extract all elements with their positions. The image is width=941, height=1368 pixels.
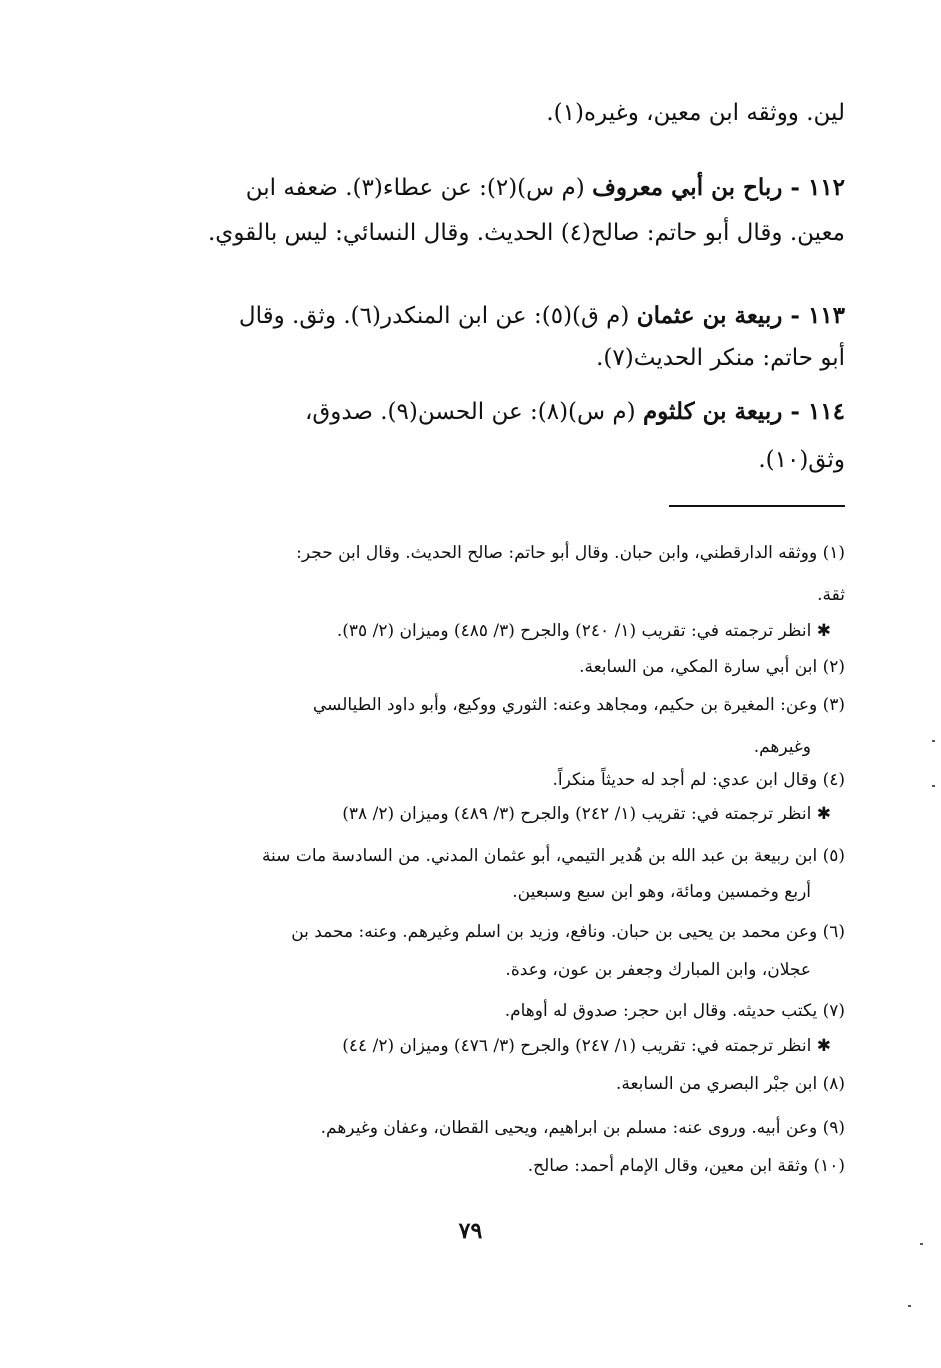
- footnote-7: (٧) يكتب حديثه. وقال ابن حجر: صدوق له أوهام.: [504, 1001, 845, 1021]
- footnote-1-line-1: (١) ووثقه الدارقطني، وابن حبان. وقال أبو حاتم: صالح الحديث. وقال ابن حجر:: [296, 543, 845, 563]
- narrator-name: ربيعة بن عثمان: [636, 302, 783, 329]
- entry-114-line-1: [305, 398, 845, 425]
- asterisk-icon: ✱: [816, 621, 831, 641]
- scan-speck: [920, 1243, 923, 1245]
- entry-number: ١١٢ -: [782, 174, 845, 201]
- footnote-separator: [669, 505, 845, 507]
- footnote-4-reference: ✱ انظر ترجمته في: تقريب (١/ ٢٤٢) والجرح (٣/ ٤٨٩) وميزان (٢/ ٣٨): [342, 804, 831, 824]
- footnote-7-reference: ✱ انظر ترجمته في: تقريب (١/ ٢٤٧) والجرح (٣/ ٤٧٦) وميزان (٢/ ٤٤): [342, 1036, 831, 1056]
- entry-114-line-2: وثق(١٠).: [758, 447, 845, 473]
- entry-text: (م ق)(٥): عن ابن المنكدر(٦). وثق. وقال: [238, 303, 637, 329]
- asterisk-icon: ✱: [816, 804, 831, 824]
- narrator-name: رباح بن أبي معروف: [592, 174, 783, 201]
- footnote-4: (٤) وقال ابن عدي: لم أجد له حديثاً منكراً.: [552, 770, 845, 790]
- asterisk-icon: ✱: [816, 1036, 831, 1056]
- entry-113-line-1: [239, 302, 845, 329]
- footnote-10: (١٠) وثقة ابن معين، وقال الإمام أحمد: صالح.: [527, 1156, 845, 1176]
- footnote-6-line-2: عجلان، وابن المبارك وجعفر بن عون، وعدة.: [505, 960, 811, 980]
- footnote-5-line-2: أربع وخمسين ومائة، وهو ابن سبع وسبعين.: [512, 882, 811, 902]
- entry-113-line-2: أبو حاتم: منكر الحديث(٧).: [596, 345, 845, 371]
- footnote-1-line-2: ثقة.: [817, 585, 845, 605]
- scan-speck: [932, 740, 935, 742]
- main-line-0: لين. ووثقه ابن معين، وغيره(١).: [546, 100, 845, 126]
- entry-text: (م س)(٨): عن الحسن(٩). صدوق،: [304, 399, 643, 425]
- entry-112-line-1: [246, 174, 845, 201]
- footnote-9: (٩) وعن أبيه. وروى عنه: مسلم بن ابراهيم، ويحيى القطان، وعفان وغيرهم.: [320, 1118, 845, 1138]
- scan-speck: [932, 785, 935, 787]
- entry-112-line-2: معين. وقال أبو حاتم: صالح(٤) الحديث. وقال النسائي: ليس بالقوي.: [208, 220, 845, 246]
- entry-text: (م س)(٢): عن عطاء(٣). ضعفه ابن: [245, 175, 593, 201]
- footnote-2: (٢) ابن أبي سارة المكي، من السابعة.: [579, 657, 845, 677]
- footnote-8: (٨) ابن جبْر البصري من السابعة.: [615, 1074, 845, 1094]
- scan-speck: [908, 1305, 911, 1307]
- footnote-5-line-1: (٥) ابن ربيعة بن عبد الله بن هُدير التيمي، أبو عثمان المدني. من السادسة مات سنة: [261, 846, 845, 866]
- footnote-3-line-2: وغيرهم.: [753, 737, 811, 757]
- narrator-name: ربيعة بن كلثوم: [642, 398, 783, 425]
- page-number: ٧٩: [458, 1218, 483, 1244]
- entry-number: ١١٣ -: [782, 302, 845, 329]
- footnote-6-line-1: (٦) وعن محمد بن يحيى بن حبان. ونافع، وزيد بن اسلم وغيرهم. وعنه: محمد بن: [291, 922, 845, 942]
- entry-number: ١١٤ -: [782, 398, 845, 425]
- footnote-1-reference: ✱ انظر ترجمته في: تقريب (١/ ٢٤٠) والجرح (٣/ ٤٨٥) وميزان (٢/ ٣٥).: [336, 621, 831, 641]
- footnote-3-line-1: (٣) وعن: المغيرة بن حكيم، ومجاهد وعنه: الثوري ووكيع، وأبو داود الطيالسي: [312, 695, 845, 715]
